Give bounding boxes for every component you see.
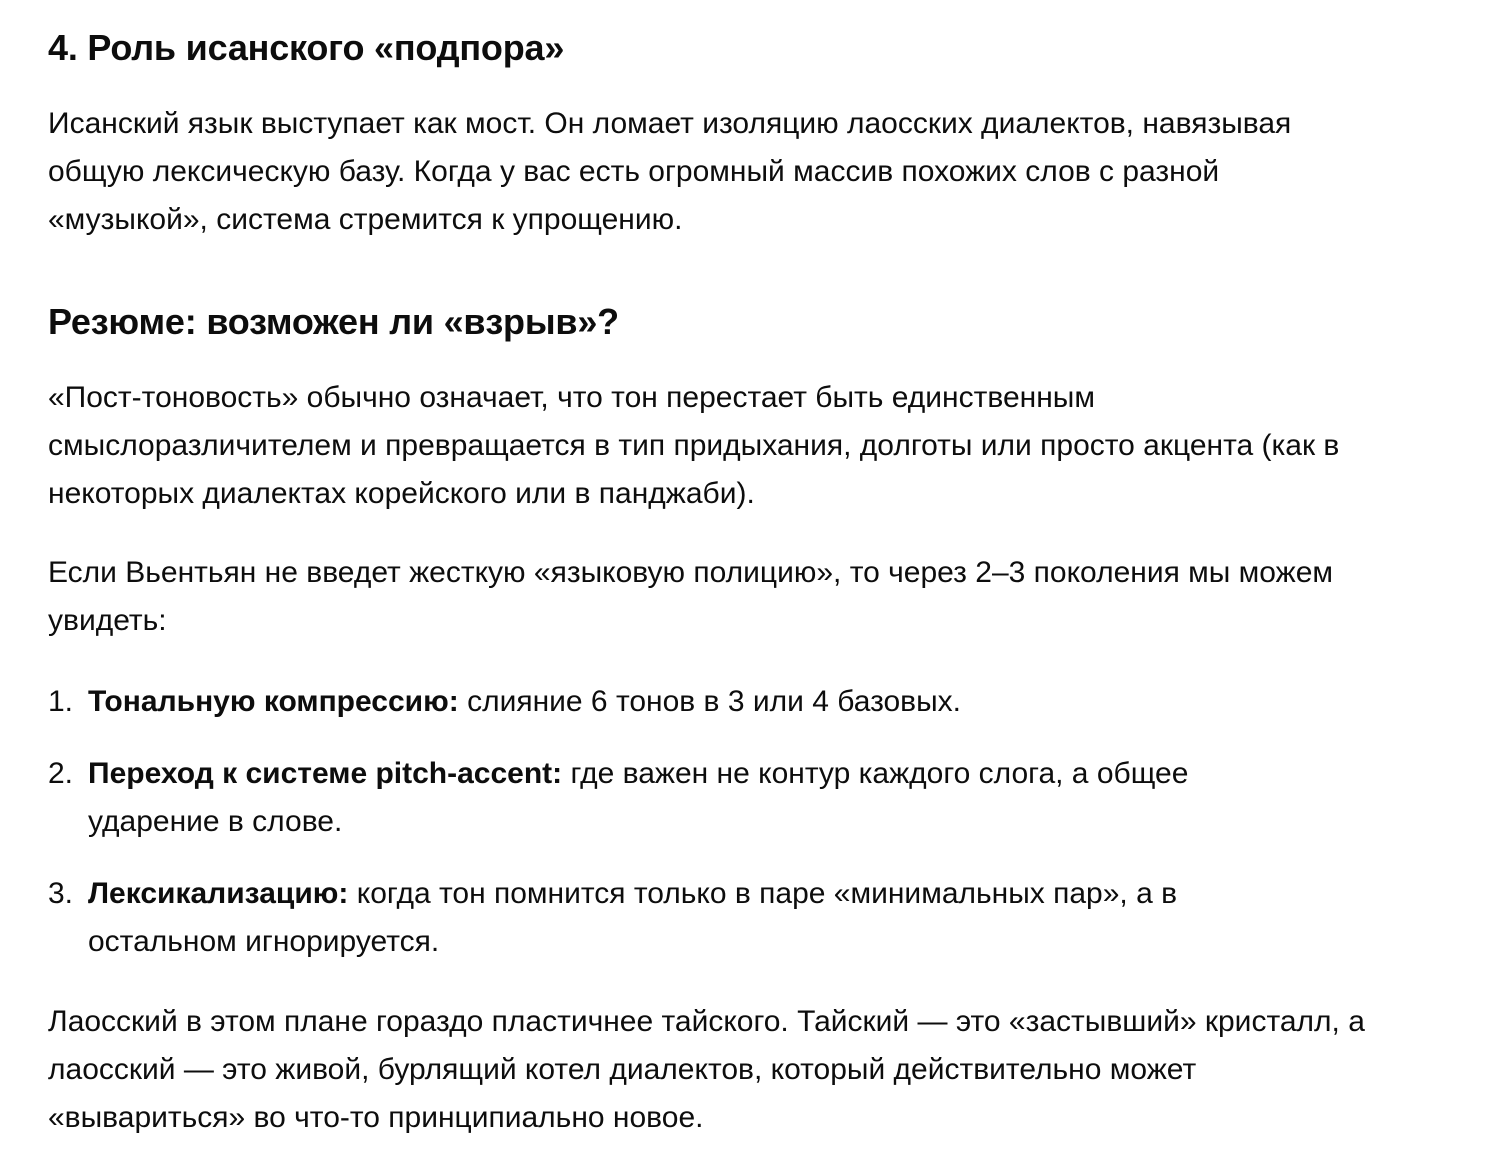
outcomes-list	[48, 678, 1378, 966]
section-heading-isan-support: 4. Роль исанского «подпора»	[48, 27, 565, 68]
paragraph-isan-bridge: Исанский язык выступает как мост. Он ломает изоляцию лаосских диалектов, навязывая общую лексическую базу. Когда у вас есть огромный массив похожих слов с разной «музыкой», система стремится к упрощению.	[48, 107, 1292, 236]
list-item-term: Переход к системе pitch-accent:	[88, 757, 563, 790]
paragraph-post-tonality: «Пост-тоновость» обычно означает, что тон перестает быть единственным смыслоразличителем и превращается в тип придыхания, долготы или просто акцента (как в некоторых диалектах корейского или в панджаби).	[48, 381, 1340, 510]
list-item-text: слияние 6 тонов в 3 или 4 базовых.	[458, 685, 961, 718]
list-item	[48, 750, 1288, 846]
section-heading-resume: Резюме: возможен ли «взрыв»?	[48, 301, 619, 342]
paragraph-lao-plasticity: Лаосский в этом плане гораздо пластичнее тайского. Тайский — это «застывший» кристалл, а лаосский — это живой, бурлящий котел диалектов, который действительно может «вывариться» во что-то принципиально новое.	[48, 1005, 1365, 1134]
list-item-number: 2.	[48, 757, 74, 790]
list-item-text: где важен не контур каждого слога, а общее ударение в слове.	[88, 757, 1189, 838]
list-item	[48, 678, 1288, 726]
list-item-number: 1.	[48, 685, 74, 718]
list-item-term: Лексикализацию:	[88, 877, 349, 910]
list-item	[48, 870, 1288, 966]
list-item-text: когда тон помнится только в паре «минимальных пар», а в остальном игнорируется.	[88, 877, 1178, 958]
list-item-term: Тональную компрессию:	[88, 685, 459, 718]
paragraph-vientiane: Если Вьентьян не введет жесткую «языковую полицию», то через 2–3 поколения мы можем увидеть:	[48, 556, 1334, 637]
list-item-number: 3.	[48, 877, 74, 910]
